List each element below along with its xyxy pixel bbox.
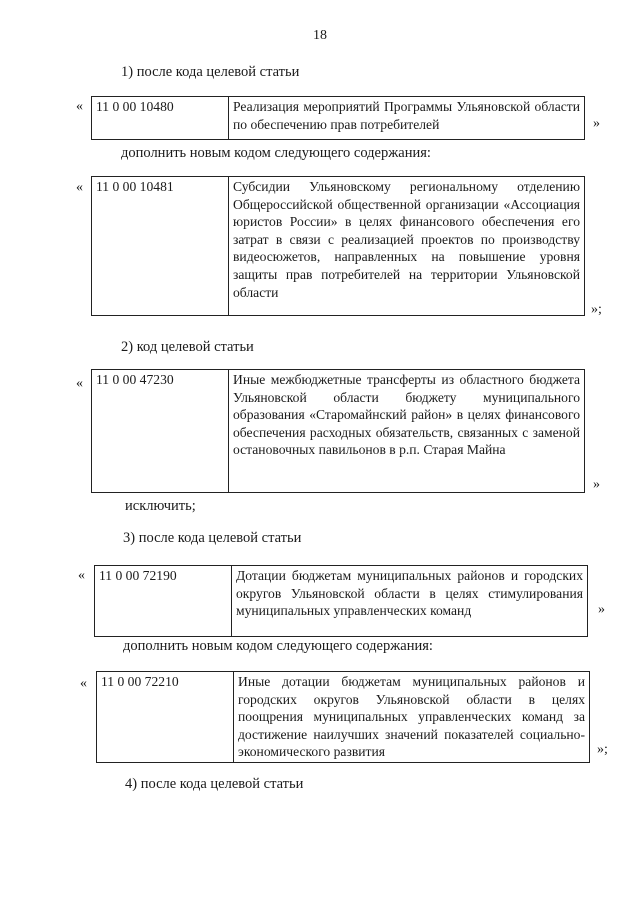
budget-description: Реализация мероприятий Программы Ульяновской области по обеспечению прав потребителей (229, 97, 585, 140)
item-4-text: исключить; (125, 498, 196, 514)
table-row (92, 177, 585, 316)
code-table-4 (94, 565, 588, 637)
close-quote: » (598, 602, 605, 617)
item-6-text: дополнить новым кодом следующего содержания: (123, 638, 433, 654)
item-2-text: дополнить новым кодом следующего содержания: (121, 145, 431, 161)
budget-code: 11 0 00 72190 (95, 566, 232, 637)
table-row (95, 566, 588, 637)
budget-description: Иные межбюджетные трансферты из областного бюджета Ульяновской области бюджету муниципального образования «Старомайнский район» в целях финансового обеспечения расходных обязательств, связанных с заменой остановочных павильонов в р.п. Старая Майна (229, 370, 585, 493)
code-table-1 (91, 96, 585, 140)
close-quote: » (593, 477, 600, 492)
item-7-text: 4) после кода целевой статьи (125, 776, 304, 792)
open-quote: « (76, 180, 83, 195)
code-table-3 (91, 369, 585, 493)
table-row (92, 370, 585, 493)
code-table-5 (96, 671, 590, 763)
budget-code: 11 0 00 47230 (92, 370, 229, 493)
open-quote: « (76, 99, 83, 114)
close-quote: » (593, 116, 600, 131)
budget-code: 11 0 00 10481 (92, 177, 229, 316)
budget-code: 11 0 00 72210 (97, 672, 234, 763)
item-3-text: 2) код целевой статьи (121, 339, 254, 355)
budget-description: Иные дотации бюджетам муниципальных районов и городских округов Ульяновской области в целях поощрения муниципальных управленческих команд за достижение наилучших значений показателей социально-экономического развития (234, 672, 590, 763)
code-table-2 (91, 176, 585, 316)
budget-code: 11 0 00 10480 (92, 97, 229, 140)
close-quote: »; (597, 742, 608, 757)
item-5-text: 3) после кода целевой статьи (123, 530, 302, 546)
item-1-text: 1) после кода целевой статьи (121, 64, 300, 80)
page-number: 18 (313, 28, 327, 43)
open-quote: « (76, 376, 83, 391)
table-row (97, 672, 590, 763)
open-quote: « (78, 568, 85, 583)
table-row (92, 97, 585, 140)
open-quote: « (80, 676, 87, 691)
budget-description: Дотации бюджетам муниципальных районов и городских округов Ульяновской области в целях стимулирования муниципальных управленческих команд (232, 566, 588, 637)
budget-description: Субсидии Ульяновскому региональному отделению Общероссийской общественной организации «Ассоциация юристов России» в целях финансового обеспечения его затрат в связи с реализацией проектов по производству видеосюжетов, направленных на повышение уровня защиты прав потребителей на территории Ульяновской области (229, 177, 585, 316)
close-quote: »; (591, 302, 602, 317)
